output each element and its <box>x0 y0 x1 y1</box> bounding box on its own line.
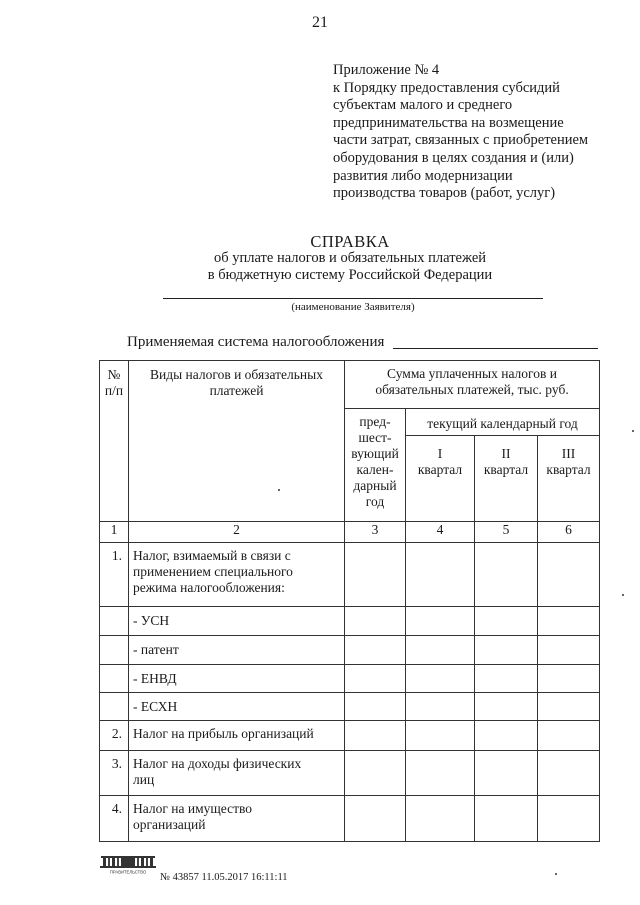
table-row <box>100 636 600 665</box>
row-tax-name: - ЕНВД <box>129 665 345 693</box>
value-cell <box>345 796 406 842</box>
subtitle-line: об уплате налогов и обязательных платежей <box>213 250 487 266</box>
row-number: 4. <box>100 796 129 842</box>
value-cell <box>475 796 538 842</box>
value-cell <box>345 751 406 796</box>
value-cell <box>345 636 406 665</box>
government-building-emblem <box>99 853 157 875</box>
value-cell <box>406 751 475 796</box>
scan-speck <box>622 594 624 596</box>
value-cell <box>538 636 600 665</box>
row-tax-name: - ЕСХН <box>129 693 345 721</box>
row-tax-name: Налог на доходы физических лиц <box>129 751 345 796</box>
table-row <box>100 543 600 607</box>
table-row <box>100 665 600 693</box>
document-subtitle <box>0 250 640 283</box>
header-tax-types: Виды налогов и обязательных платежей <box>129 361 345 522</box>
value-cell <box>406 665 475 693</box>
row-tax-name: - УСН <box>129 607 345 636</box>
row-number: 1. <box>100 543 129 607</box>
column-number: 3 <box>345 522 406 543</box>
value-cell <box>406 607 475 636</box>
column-number: 1 <box>100 522 129 543</box>
row-tax-name: Налог на прибыль организаций <box>129 721 345 751</box>
scan-speck <box>632 430 634 432</box>
header-quarter-2: II квартал <box>475 436 538 522</box>
row-number <box>100 607 129 636</box>
value-cell <box>406 543 475 607</box>
header-previous-year: пред- шест- вующий кален- дарный год <box>345 409 406 522</box>
row-number: 2. <box>100 721 129 751</box>
appendix-line: развития либо модернизации <box>333 167 513 184</box>
appendix-line: производства товаров (работ, услуг) <box>333 185 556 202</box>
row-number <box>100 693 129 721</box>
subtitle-line: в бюджетную систему Российской Федерации <box>207 266 493 283</box>
value-cell <box>475 721 538 751</box>
scan-speck <box>278 489 280 491</box>
value-cell <box>345 693 406 721</box>
row-number: 3. <box>100 751 129 796</box>
value-cell <box>538 665 600 693</box>
appendix-line: Приложение № 4 <box>333 62 440 78</box>
table-row <box>100 796 600 842</box>
document-registration-stamp: № 43857 11.05.2017 16:11:11 <box>160 872 288 883</box>
value-cell <box>406 636 475 665</box>
tax-system-line <box>393 348 598 349</box>
value-cell <box>475 607 538 636</box>
tax-system-label: Применяемая система налогообложения <box>127 334 385 350</box>
column-number: 4 <box>406 522 475 543</box>
header-sum-paid: Сумма уплаченных налогов и обязательных платежей, тыс. руб. <box>345 361 600 409</box>
appendix-line: субъектам малого и среднего <box>333 97 513 114</box>
appendix-line: оборудования в целях создания и (или) <box>333 149 574 166</box>
appendix-line: части затрат, связанных с приобретением <box>333 132 589 149</box>
header-quarter-1: I квартал <box>406 436 475 522</box>
value-cell <box>475 693 538 721</box>
value-cell <box>406 693 475 721</box>
value-cell <box>538 796 600 842</box>
row-tax-name: Налог, взимаемый в связи с применением специального режима налогообложения: <box>129 543 345 607</box>
scan-speck <box>555 873 557 875</box>
column-numbers-row <box>100 522 600 543</box>
table-row <box>100 693 600 721</box>
header-quarter-3: III квартал <box>538 436 600 522</box>
row-number <box>100 665 129 693</box>
value-cell <box>538 607 600 636</box>
value-cell <box>345 665 406 693</box>
appendix-line: предпринимательства на возмещение <box>333 114 564 131</box>
column-number: 2 <box>129 522 345 543</box>
value-cell <box>345 607 406 636</box>
page-number: 21 <box>312 14 328 31</box>
value-cell <box>475 751 538 796</box>
value-cell <box>538 693 600 721</box>
value-cell <box>475 543 538 607</box>
row-tax-name: - патент <box>129 636 345 665</box>
document-title: СПРАВКА <box>310 232 390 251</box>
header-current-year: текущий календарный год <box>406 409 600 436</box>
value-cell <box>345 721 406 751</box>
table-row <box>100 751 600 796</box>
value-cell <box>475 665 538 693</box>
tax-payments-table <box>99 360 600 842</box>
value-cell <box>538 751 600 796</box>
table-row <box>100 721 600 751</box>
value-cell <box>538 543 600 607</box>
value-cell <box>345 543 406 607</box>
value-cell <box>538 721 600 751</box>
appendix-line: к Порядку предоставления субсидий <box>333 79 560 96</box>
emblem-caption: ПРАВИТЕЛЬСТВО <box>109 869 147 875</box>
row-tax-name: Налог на имущество организаций <box>129 796 345 842</box>
column-number: 6 <box>538 522 600 543</box>
table-row <box>100 607 600 636</box>
value-cell <box>475 636 538 665</box>
applicant-name-line <box>163 298 543 299</box>
header-number: № п/п <box>100 361 129 522</box>
appendix-block <box>333 62 633 203</box>
value-cell <box>406 721 475 751</box>
value-cell <box>406 796 475 842</box>
row-number <box>100 636 129 665</box>
applicant-caption: (наименование Заявителя) <box>291 301 415 313</box>
column-number: 5 <box>475 522 538 543</box>
